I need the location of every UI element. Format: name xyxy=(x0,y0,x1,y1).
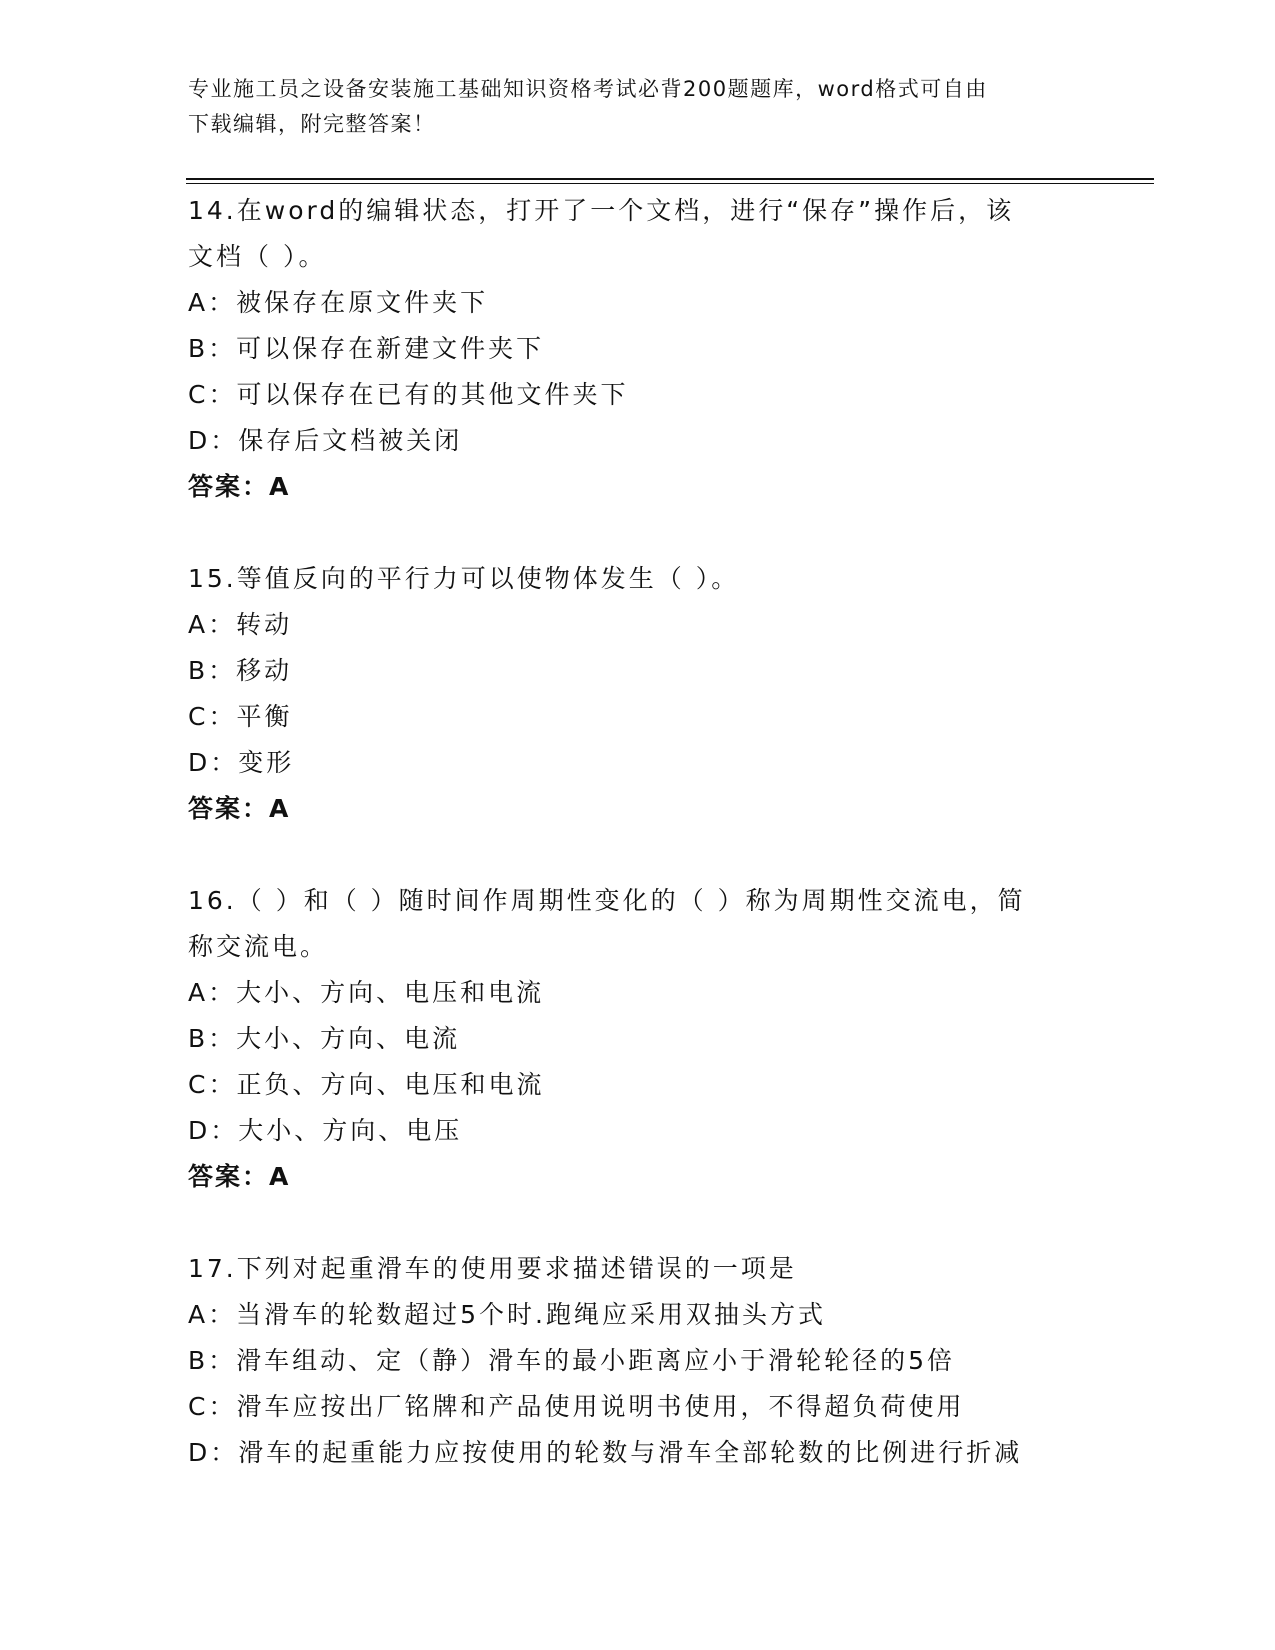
option-a: A：大小、方向、电压和电流 xyxy=(188,978,545,1007)
question-list xyxy=(188,188,1068,1476)
option-d: D：保存后文档被关闭 xyxy=(188,426,463,455)
option-c: C：可以保存在已有的其他文件夹下 xyxy=(188,380,629,409)
option-b: B：大小、方向、电流 xyxy=(188,1024,461,1053)
answer: 答案：A xyxy=(188,472,291,501)
answer: 答案：A xyxy=(188,794,291,823)
option-c: C：滑车应按出厂铭牌和产品使用说明书使用，不得超负荷使用 xyxy=(188,1392,965,1421)
header-line-2: 下载编辑，附完整答案！ xyxy=(188,112,436,136)
question-stem: 文档（ ）。 xyxy=(188,242,327,271)
option-b: B：移动 xyxy=(188,656,293,685)
option-c: C：平衡 xyxy=(188,702,293,731)
option-d: D：变形 xyxy=(188,748,295,777)
option-d: D：滑车的起重能力应按使用的轮数与滑车全部轮数的比例进行折减 xyxy=(188,1438,1023,1467)
option-b: B：可以保存在新建文件夹下 xyxy=(188,334,545,363)
document-header xyxy=(188,72,1068,142)
option-a: A：转动 xyxy=(188,610,293,639)
option-b: B：滑车组动、定（静）滑车的最小距离应小于滑轮轮径的5倍 xyxy=(188,1346,956,1375)
header-divider xyxy=(186,178,1154,180)
header-divider-thin xyxy=(186,183,1154,184)
header-line-1: 专业施工员之设备安装施工基础知识资格考试必背200题题库，word格式可自由 xyxy=(188,77,988,101)
answer: 答案：A xyxy=(188,1162,291,1191)
question-15 xyxy=(188,556,1068,832)
question-14 xyxy=(188,188,1068,510)
question-stem: 16.（ ）和（ ）随时间作周期性变化的（ ）称为周期性交流电，简 xyxy=(188,886,1026,915)
option-a: A：当滑车的轮数超过5个时.跑绳应采用双抽头方式 xyxy=(188,1300,826,1329)
question-stem: 15.等值反向的平行力可以使物体发生（ ）。 xyxy=(188,564,740,593)
question-16 xyxy=(188,878,1068,1200)
option-d: D：大小、方向、电压 xyxy=(188,1116,463,1145)
option-a: A：被保存在原文件夹下 xyxy=(188,288,489,317)
question-stem: 17.下列对起重滑车的使用要求描述错误的一项是 xyxy=(188,1254,797,1283)
question-17 xyxy=(188,1246,1068,1476)
option-c: C：正负、方向、电压和电流 xyxy=(188,1070,545,1099)
question-stem: 称交流电。 xyxy=(188,932,329,961)
question-stem: 14.在word的编辑状态，打开了一个文档，进行“保存”操作后，该 xyxy=(188,196,1015,225)
